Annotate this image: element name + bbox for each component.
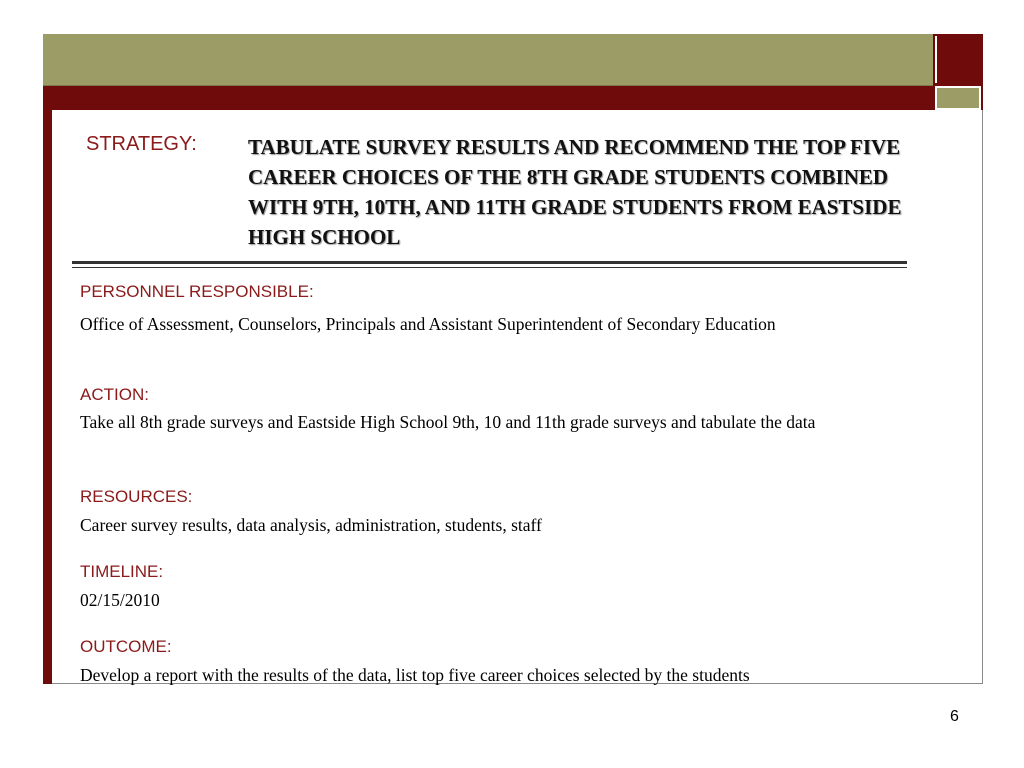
personnel-body: Office of Assessment, Counselors, Principals and Assistant Superintendent of Secondary Education [80, 314, 776, 334]
action-heading: ACTION: [80, 385, 149, 404]
strategy-title: TABULATE SURVEY RESULTS AND RECOMMEND THE TOP FIVE CAREER CHOICES OF THE 8TH GRADE STUDENTS COMBINED WITH 9TH, 10TH, AND 11TH GRADE STUDENTS FROM EASTSIDE HIGH SCHOOL [248, 135, 902, 249]
strategy-label: STRATEGY: [86, 133, 197, 155]
corner-square-middle [935, 86, 981, 110]
outcome-body: Develop a report with the results of the data, list top five career choices selected by the students [80, 665, 750, 685]
resources-heading: RESOURCES: [80, 487, 193, 506]
corner-square-top [935, 36, 981, 83]
header-maroon-band [43, 86, 983, 110]
personnel-heading: PERSONNEL RESPONSIBLE: [80, 282, 314, 301]
outcome-heading: OUTCOME: [80, 637, 172, 656]
timeline-heading: TIMELINE: [80, 562, 164, 581]
title-divider-thick [72, 261, 907, 264]
timeline-body: 02/15/2010 [80, 590, 160, 610]
left-accent-bar [43, 110, 52, 684]
resources-body: Career survey results, data analysis, administration, students, staff [80, 515, 542, 535]
action-body: Take all 8th grade surveys and Eastside High School 9th, 10 and 11th grade surveys and tabulate the data [80, 412, 816, 432]
header-olive-band [43, 34, 933, 86]
title-divider-thin [72, 267, 907, 268]
page-number: 6 [950, 708, 959, 725]
